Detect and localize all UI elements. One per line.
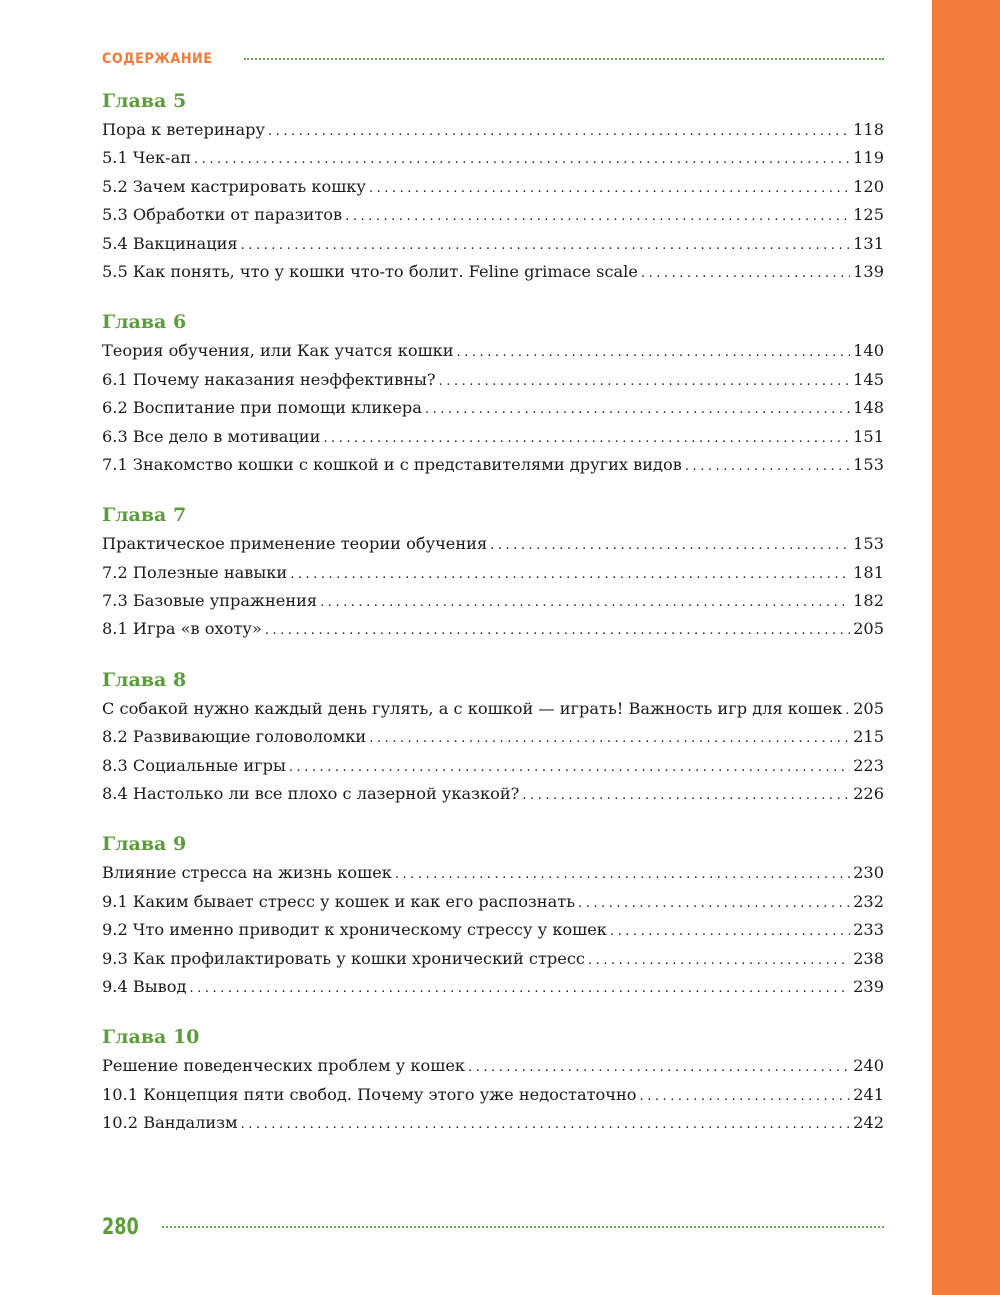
- toc-entry-title: Пора к ветеринару: [102, 120, 265, 139]
- toc-entry-title: 5.3 Обработки от паразитов: [102, 205, 343, 225]
- page-header: [102, 46, 884, 72]
- dot-leader: [369, 725, 850, 753]
- chapter-title: Глава 5: [102, 90, 187, 112]
- toc-entry[interactable]: [102, 423, 884, 451]
- toc-entry-title: Решение поведенческих проблем у кошек: [102, 1056, 466, 1076]
- table-of-contents: [102, 86, 884, 1159]
- toc-entry[interactable]: [102, 394, 884, 422]
- dot-leader: [241, 1111, 850, 1139]
- dot-leader: [578, 890, 850, 918]
- dot-leader: [265, 617, 850, 645]
- toc-entry-title: 9.2 Что именно приводит к хроническому стрессу у кошек: [102, 920, 607, 940]
- toc-entry[interactable]: [102, 752, 884, 780]
- toc-entry[interactable]: [102, 451, 884, 479]
- dot-leader: [268, 118, 850, 146]
- toc-page-number: 181: [853, 562, 884, 582]
- toc-page-number: 241: [853, 1084, 884, 1104]
- toc-entry[interactable]: [102, 945, 884, 973]
- dot-leader: [522, 782, 850, 810]
- toc-entry[interactable]: [102, 916, 884, 944]
- chapter-section: [102, 500, 884, 644]
- chapter-title: Глава 9: [102, 833, 187, 856]
- dot-leader: [425, 396, 850, 424]
- toc-page-number: 233: [853, 920, 884, 940]
- toc-page-number: 153: [853, 454, 884, 474]
- chapter-section: [102, 665, 884, 809]
- toc-page-number: 140: [853, 341, 884, 361]
- toc-entry[interactable]: [102, 201, 884, 229]
- toc-entry-title: 7.2 Полезные навыки: [102, 562, 288, 582]
- toc-entry-title: 6.2 Воспитание при помощи кликера: [102, 398, 422, 418]
- dot-leader: [190, 975, 851, 1003]
- dot-leader: [468, 1054, 850, 1082]
- toc-page-number: 182: [853, 591, 884, 611]
- toc-entry-title: 9.1 Каким бывает стресс у кошек и как его распознать: [102, 891, 576, 911]
- toc-entry[interactable]: [102, 587, 884, 615]
- dot-leader: [289, 754, 850, 782]
- dot-leader: [685, 453, 850, 481]
- toc-entry[interactable]: [102, 1081, 884, 1109]
- toc-page-number: 226: [853, 784, 884, 804]
- chapter-section: [102, 829, 884, 1001]
- toc-page-number: 242: [853, 1113, 884, 1133]
- toc-page-number: 205: [853, 698, 884, 718]
- page-footer: [102, 1212, 884, 1242]
- toc-page-number: 153: [853, 534, 884, 554]
- side-color-band: [932, 0, 1000, 1295]
- toc-entry-title: 8.3 Социальные игры: [102, 755, 286, 775]
- toc-entry-title: 5.4 Вакцинация: [102, 233, 238, 253]
- toc-entry-title: Практическое применение теории обучения: [102, 534, 488, 554]
- dot-leader: [345, 203, 850, 231]
- footer-dotted-rule: [162, 1226, 884, 1228]
- dot-leader: [320, 589, 850, 617]
- dot-leader: [490, 532, 850, 560]
- toc-entry[interactable]: [102, 173, 884, 201]
- toc-entry-title: 5.2 Зачем кастрировать кошку: [102, 176, 366, 196]
- toc-page-number: 148: [853, 398, 884, 418]
- toc-entry-title: С собакой нужно каждый день гулять, а с кошкой — играть! Важность игр для кошек: [102, 698, 843, 718]
- toc-entry-title: 9.4 Вывод: [102, 976, 187, 996]
- toc-entry[interactable]: [102, 695, 884, 723]
- toc-entry[interactable]: [102, 530, 884, 558]
- toc-entry[interactable]: [102, 780, 884, 808]
- toc-entry[interactable]: [102, 230, 884, 258]
- dot-leader: [194, 146, 850, 174]
- dot-leader: [439, 368, 850, 396]
- toc-page-number: 125: [853, 205, 884, 225]
- dot-leader: [457, 339, 851, 367]
- dot-leader: [369, 175, 850, 203]
- chapter-title: Глава 8: [102, 668, 187, 691]
- toc-page-number: 215: [853, 727, 884, 747]
- toc-entry[interactable]: [102, 973, 884, 1001]
- toc-entry-title: 10.1 Концепция пяти свобод. Почему этого уже недостаточно: [102, 1084, 637, 1104]
- toc-page-number: 240: [853, 1056, 884, 1076]
- toc-entry-title: 8.1 Игра «в охоту»: [102, 619, 262, 639]
- toc-entry[interactable]: [102, 615, 884, 643]
- toc-entry[interactable]: [102, 723, 884, 751]
- dot-leader: [241, 232, 850, 260]
- chapter-section: [102, 86, 884, 286]
- dot-leader: [290, 561, 850, 589]
- chapter-section: [102, 1022, 884, 1137]
- toc-entry-title: Теория обучения, или Как учатся кошки: [102, 341, 454, 361]
- toc-page-number: 118: [853, 120, 884, 139]
- chapter-title: Глава 6: [102, 311, 187, 334]
- dot-leader: [395, 861, 850, 889]
- toc-page-number: 119: [853, 148, 884, 168]
- toc-entry-title: Влияние стресса на жизнь кошек: [102, 863, 392, 883]
- chapter-title: Глава 10: [102, 1026, 200, 1049]
- toc-entry-title: 8.2 Развивающие головоломки: [102, 727, 367, 747]
- toc-entry[interactable]: [102, 888, 884, 916]
- toc-page-number: 223: [853, 755, 884, 775]
- dot-leader: [610, 918, 850, 946]
- dot-leader: [588, 947, 850, 975]
- toc-page-number: 232: [853, 891, 884, 911]
- toc-entry[interactable]: [102, 116, 884, 144]
- toc-entry[interactable]: [102, 559, 884, 587]
- dot-leader: [641, 260, 850, 288]
- toc-entry[interactable]: [102, 144, 884, 172]
- toc-entry[interactable]: [102, 1052, 884, 1080]
- dot-leader: [845, 697, 850, 725]
- toc-page-number: 145: [853, 369, 884, 389]
- toc-page-number: 230: [853, 863, 884, 883]
- dot-leader: [323, 425, 850, 453]
- toc-entry-title: 7.3 Базовые упражнения: [102, 591, 318, 611]
- toc-entry-title: 5.5 Как понять, что у кошки что-то болит. Feline grimace scale: [102, 261, 638, 281]
- toc-entry[interactable]: [102, 337, 884, 365]
- toc-entry-title: 6.3 Все дело в мотивации: [102, 426, 321, 446]
- chapter-title: Глава 7: [102, 504, 187, 527]
- toc-page-number: 120: [853, 176, 884, 196]
- toc-entry-title: 10.2 Вандализм: [102, 1113, 238, 1133]
- toc-entry-title: 7.1 Знакомство кошки с кошкой и с представителями других видов: [102, 454, 682, 474]
- chapter-section: [102, 307, 884, 479]
- toc-page-number: 151: [853, 426, 884, 446]
- running-header-title: СОДЕРЖАНИЕ: [102, 51, 213, 67]
- folio-page-number: 280: [102, 1214, 139, 1240]
- toc-page-number: 238: [853, 948, 884, 968]
- toc-entry[interactable]: [102, 258, 884, 286]
- toc-entry[interactable]: [102, 1109, 884, 1137]
- toc-page-number: 239: [853, 976, 884, 996]
- toc-entry[interactable]: [102, 366, 884, 394]
- header-dotted-rule: [244, 58, 884, 60]
- toc-page-number: 131: [853, 233, 884, 253]
- dot-leader: [640, 1083, 851, 1111]
- toc-entry-title: 5.1 Чек-ап: [102, 148, 192, 168]
- toc-entry[interactable]: [102, 859, 884, 887]
- toc-page-number: 205: [853, 619, 884, 639]
- toc-entry-title: 9.3 Как профилактировать у кошки хронический стресс: [102, 948, 586, 968]
- toc-page-number: 139: [853, 261, 884, 281]
- toc-entry-title: 6.1 Почему наказания неэффективны?: [102, 369, 436, 389]
- toc-entry-title: 8.4 Настолько ли все плохо с лазерной указкой?: [102, 784, 520, 804]
